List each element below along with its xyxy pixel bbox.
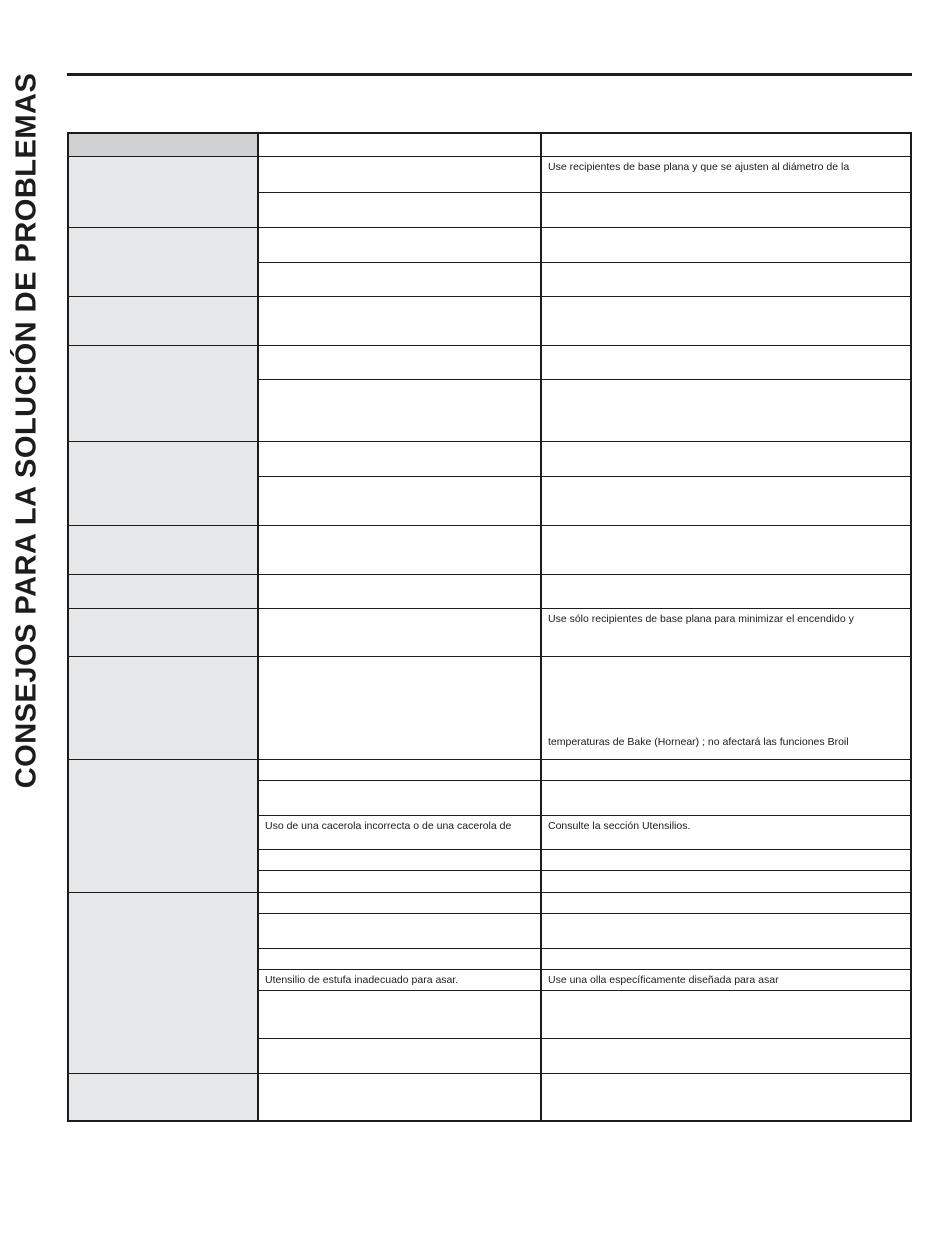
problem-cell [67, 892, 259, 1074]
solution-cell [541, 574, 912, 609]
solution-cell [541, 192, 912, 228]
cause-cell [258, 1038, 542, 1074]
solution-cell: Consulte la sección Utensilios. [541, 815, 912, 850]
solution-cell [541, 948, 912, 970]
solution-cell [541, 227, 912, 263]
cause-cell [258, 608, 542, 657]
solution-cell [541, 1038, 912, 1074]
problem-cell [67, 608, 259, 657]
cause-cell [258, 574, 542, 609]
cause-cell [258, 227, 542, 263]
problem-cell [67, 525, 259, 575]
cause-cell [258, 1073, 542, 1122]
solution-cell [541, 849, 912, 871]
solution-cell [541, 476, 912, 526]
problem-cell [67, 441, 259, 526]
solution-cell: Use recipientes de base plana y que se ajusten al diámetro de la [541, 156, 912, 193]
table-header-cell-solution [541, 132, 912, 157]
solution-cell: Use sólo recipientes de base plana para minimizar el encendido y [541, 608, 912, 657]
solution-cell [541, 379, 912, 442]
problem-cell [67, 1073, 259, 1122]
cause-cell [258, 156, 542, 193]
solution-cell [541, 1073, 912, 1122]
solution-cell [541, 525, 912, 575]
table-header-cell-cause [258, 132, 542, 157]
problem-cell [67, 656, 259, 760]
cause-cell [258, 525, 542, 575]
solution-cell [541, 262, 912, 297]
cause-cell [258, 476, 542, 526]
solution-cell: Use una olla específicamente diseñada para asar [541, 969, 912, 991]
problem-cell [67, 345, 259, 442]
solution-cell [541, 990, 912, 1039]
cause-cell [258, 441, 542, 477]
table-header-cell-problem [67, 132, 259, 157]
problem-cell [67, 296, 259, 346]
problem-cell [67, 759, 259, 893]
cause-cell [258, 379, 542, 442]
solution-cell [541, 892, 912, 914]
solution-cell [541, 913, 912, 949]
cause-cell [258, 892, 542, 914]
cause-cell [258, 345, 542, 380]
problem-cell [67, 227, 259, 297]
cause-cell [258, 780, 542, 816]
side-section-title-text: CONSEJOS PARA LA SOLUCIÓN DE PROBLEMAS [10, 72, 43, 788]
solution-cell [541, 759, 912, 781]
cause-cell: Utensilio de estufa inadecuado para asar. [258, 969, 542, 991]
cause-cell [258, 849, 542, 871]
solution-cell [541, 870, 912, 893]
cause-cell: Uso de una cacerola incorrecta o de una cacerola de [258, 815, 542, 850]
solution-cell [541, 345, 912, 380]
cause-cell [258, 262, 542, 297]
cause-cell [258, 656, 542, 760]
solution-cell [541, 656, 912, 760]
cause-cell [258, 913, 542, 949]
cause-cell [258, 990, 542, 1039]
solution-cell [541, 441, 912, 477]
cause-cell [258, 870, 542, 893]
problem-cell [67, 574, 259, 609]
solution-text: temperaturas de Bake (Hornear) ; no afectará las funciones Broil [548, 736, 849, 748]
cause-cell [258, 948, 542, 970]
problem-cell [67, 156, 259, 228]
cause-cell [258, 192, 542, 228]
solution-cell [541, 296, 912, 346]
cause-cell [258, 759, 542, 781]
cause-cell [258, 296, 542, 346]
solution-cell [541, 780, 912, 816]
